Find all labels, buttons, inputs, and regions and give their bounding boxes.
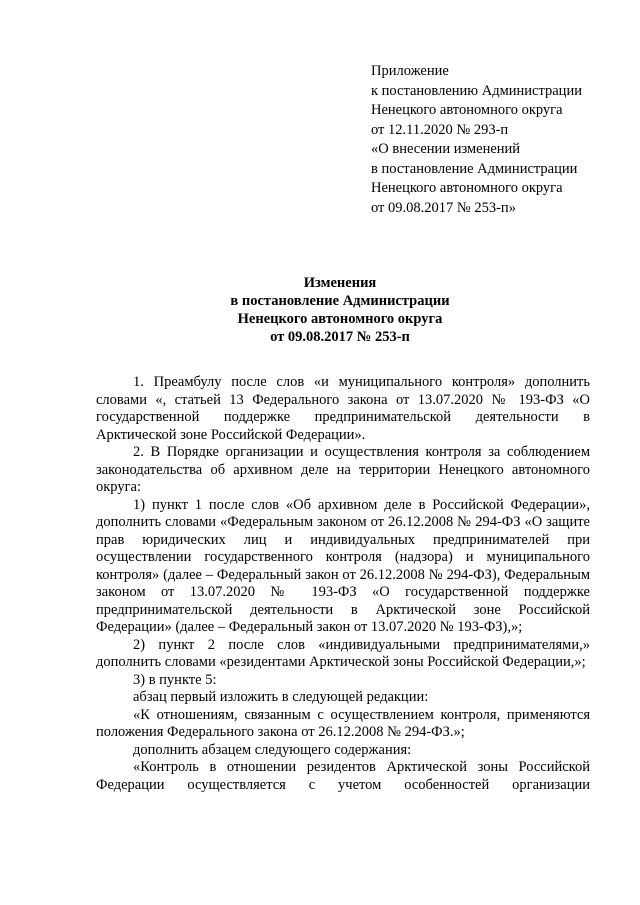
- appendix-line: от 09.08.2017 № 253-п»: [371, 199, 516, 216]
- appendix-line: Приложение: [371, 63, 449, 79]
- appendix-line: к постановлению Администрации: [371, 82, 582, 99]
- paragraph-quote-1: «К отношениям, связанным с осуществлением контроля, применяются положения Федерального закона от 26.12.2008 № 294-ФЗ.»;: [96, 706, 590, 740]
- subparagraph-2: 2) пункт 2 после слов «индивидуальными предпринимателями,» дополнить словами «резидентами Арктической зоны Российской Федерации,»;: [96, 636, 590, 670]
- title-line: от 09.08.2017 № 253-п: [270, 329, 410, 345]
- appendix-line: «О внесении изменений: [371, 141, 521, 157]
- paragraph-add-abzac: дополнить абзацем следующего содержания:: [133, 741, 412, 758]
- title-line: Ненецкого автономного округа: [237, 311, 443, 327]
- title-line: в постановление Администрации: [230, 293, 450, 309]
- appendix-line: Ненецкого автономного округа: [371, 180, 563, 196]
- subparagraph-3: 3) в пункте 5:: [133, 671, 217, 688]
- paragraph-1-preamble: 1. Преамбулу после слов «и муниципального контроля» дополнить словами «, статьей 13 Федерального закона от 13.07.2020 № 193-ФЗ «О государственной поддержке предпринимательской деятельности в Арктической зоне Российской Федерации».: [96, 374, 590, 443]
- appendix-line: Ненецкого автономного округа: [371, 102, 563, 118]
- appendix-line: в постановление Администрации: [371, 160, 578, 177]
- subparagraph-1: 1) пункт 1 после слов «Об архивном деле в Российской Федерации», дополнить словами «Федеральным законом от 26.12.2008 № 294-ФЗ «О защите прав юридических лиц и индивидуальных предпринимателей при осуществлении государственного контроля (надзора) и муниципального контроля» (далее – Федеральный закон от 26.12.2008 № 294-ФЗ), Федеральным законом от 13.07.2020 № 193-ФЗ «О государственной поддержке предпринимательской деятельности в Арктической зоне Российской Федерации» (далее – Федеральный закон от 13.07.2020 № 193-ФЗ),»;: [96, 496, 590, 635]
- paragraph-2-procedure: 2. В Порядке организации и осуществления контроля за соблюдением законодательства об архивном деле на территории Ненецкого автономного округа:: [96, 444, 590, 495]
- title-line: Изменения: [303, 275, 377, 291]
- document-title: [0, 274, 640, 346]
- paragraph-abzac-1: абзац первый изложить в следующей редакции:: [133, 689, 429, 705]
- appendix-line: от 12.11.2020 № 293-п: [371, 121, 509, 138]
- appendix-header: [371, 62, 582, 218]
- paragraph-quote-2: «Контроль в отношении резидентов Арктической зоны Российской Федерации осуществляется с учетом особенностей организации: [96, 759, 590, 793]
- document-body: [96, 374, 590, 794]
